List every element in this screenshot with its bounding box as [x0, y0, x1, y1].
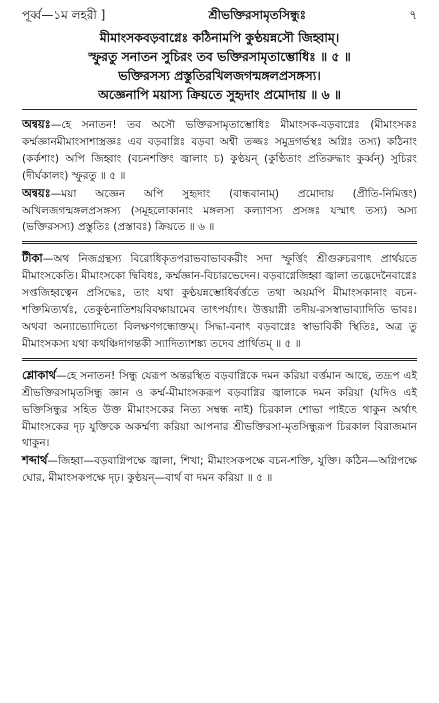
- page-number: ৭: [409, 8, 417, 22]
- tika-commentary: [22, 250, 417, 352]
- divider: [22, 241, 417, 244]
- sanskrit-verse: [22, 28, 417, 104]
- anvaya-text: —ময়া অজ্ঞেন অপি সুহৃদাং (বান্ধবানাম্) প্রমোদায় (প্রীতি-নিমিত্তং) অখিলজগন্মঙ্গলপ্রসঙ্গস্য (সমূহলোকানাং মঙ্গলস্য কল্যাণস্য প্রসঙ্গঃ যস্মাৎ তস্য) অস্য (ভক্তিরসস্য) প্রস্তুতিঃ (প্রস্তাবঃ) ক্রিয়তে ॥ ৬ ॥: [22, 187, 417, 234]
- slokartha-translation: [22, 367, 417, 453]
- header-left-section: পূর্ব্ব—১ম লহরী ]: [22, 8, 106, 22]
- anvaya-verse-5: [22, 116, 417, 185]
- verse-line-3: ভক্তিরসস্য প্রস্তুতিরখিলজগন্মঙ্গলপ্রসঙ্গস্য।: [118, 68, 321, 83]
- divider: [22, 109, 417, 110]
- anvaya-label: অন্বয়ঃ: [22, 185, 51, 200]
- tika-label: টীকা: [22, 251, 43, 266]
- anvaya-label: অন্বয়ঃ: [22, 117, 51, 131]
- tika-text: —অথ নিজগ্রন্থস্য বিরোধিকৃতপরাভবাভাবকরীং সদা স্ফুর্ত্তিং শ্রীগুরুচরণাৎ প্রার্থয়তে মীমাংসকেতি। মীমাংসকো দ্বিবিধঃ, কর্ম্মজ্ঞান-বিচারভেদেন। বড়বাগ্নেজিহ্বা জ্বালা তদ্ভেদেনৈবাগ্নেঃ সপ্তজিহ্বত্বেন প্রসিদ্ধেঃ, তাং যথা কুণ্ঠয়ন্নম্ভোধির্বর্ত্ততে তথা অয়মপি মীমাংসকানাং বচন-শক্তিমিত্যর্থঃ, তেকুণ্ঠনাতিশয়বিবক্ষায়ামেব তাৎপর্য্যাৎ। উত্তয়াগ্নী তদীয়-রসস্বাভাব্যাদিতি ভাবঃ। অথবা অন্যাভ্যোদিতো বিলক্ষণগন্ধোক্তম্। সিদ্ধা-বনাৎ বড়বাগ্নেঃ স্বাভাবিকী স্থিতিঃ, অত্র তু মীমাংসকস্য যথা কথঞ্চিদাগন্তকী স্যাদিত্যাশঙ্ক্য তদেব প্রার্থিতম্ ॥ ৫ ॥: [22, 253, 417, 350]
- header-book-title: শ্রীভক্তিরসামৃতসিন্ধুঃ: [208, 8, 306, 22]
- shabdartha-label: শব্দার্থ: [22, 453, 48, 468]
- slokartha-label: শ্লোকার্থ: [22, 367, 57, 382]
- verse-line-1: মীমাংসকবড়বাগ্নেঃ কঠিনামপি কুণ্ঠয়ন্নসৌ জিহ্বাম্‌।: [99, 30, 340, 45]
- slokartha-text: —হে সনাতন! সিন্ধু যেরূপ অন্তরস্থিত বড়বাগ্নিকে দমন করিয়া বর্ত্তমান আছে, তদ্রূপ এই শ্রীভক্তিরসামৃতসিন্ধু জ্ঞান ও কর্ম্ম-মীমাংসকরূপ বড়বাগ্নির জ্বালাকে দমন করিয়া (যদিও এই ভক্তিসিন্ধুর সহিত উক্ত মীমাংসকের নিত্য সম্বন্ধ নাই) চিরকাল শোভা পাইতে থাকুন অর্থাৎ মীমাংসকের দৃঢ় যুক্তিকে অকর্ম্মণ্য করিয়া আপনার শ্রীভক্তিরসা-মৃতসিন্ধুরূপ চিরকাল বিরাজমান থাকুন।: [22, 369, 417, 450]
- verse-line-4: অজ্ঞেনাপি ময়াস্য ক্রিয়তে সুহৃদাং প্রমোদায় ॥ ৬ ॥: [98, 87, 341, 102]
- verse-line-2: স্ফুরতু সনাতন সুচিরং তব ভক্তিরসামৃতাম্ভোধিঃ ॥ ৫ ॥: [88, 49, 351, 64]
- shabdartha-text: —জিহ্বা—বড়বাগ্নিপক্ষে জ্বালা, শিখা; মীমাংসকপক্ষে বচন-শক্তি, যুক্তি। কঠিন—অগ্নিপক্ষে ঘোর, মীমাংসকপক্ষে দৃঢ়। কুণ্ঠয়ন্—বার্থ বা দমন করিয়া ॥ ৫ ॥: [22, 455, 417, 485]
- divider: [22, 358, 417, 361]
- anvaya-text: —হে সনাতন! তব অসৌ ভক্তিরসামৃতাম্ভোধিঃ মীমাংসক-বড়বাগ্নেঃ (মীমাংসকঃ কর্ম্মজ্ঞানমীমাংসাশাস্ত্রজ্ঞঃ এব বড়বাগ্নিঃ বড়বা অশ্বী তজ্জঃ সমুদ্রগর্ভস্থঃ অগ্নিঃ তস্য) কঠিনাং (কর্কশাং) অপি জিহ্বাং (বচনশক্তিং জ্বালাং চ) কুণ্ঠয়ন্ (কুণ্ঠিতাং প্রতিরুদ্ধাং কুর্ব্বন্) সুচিরং (দীর্ঘকালং) স্ফুরতু ॥ ৫ ॥: [22, 119, 417, 182]
- running-header: [22, 6, 417, 26]
- anvaya-verse-6: [22, 185, 417, 237]
- shabdartha-glossary: [22, 452, 417, 487]
